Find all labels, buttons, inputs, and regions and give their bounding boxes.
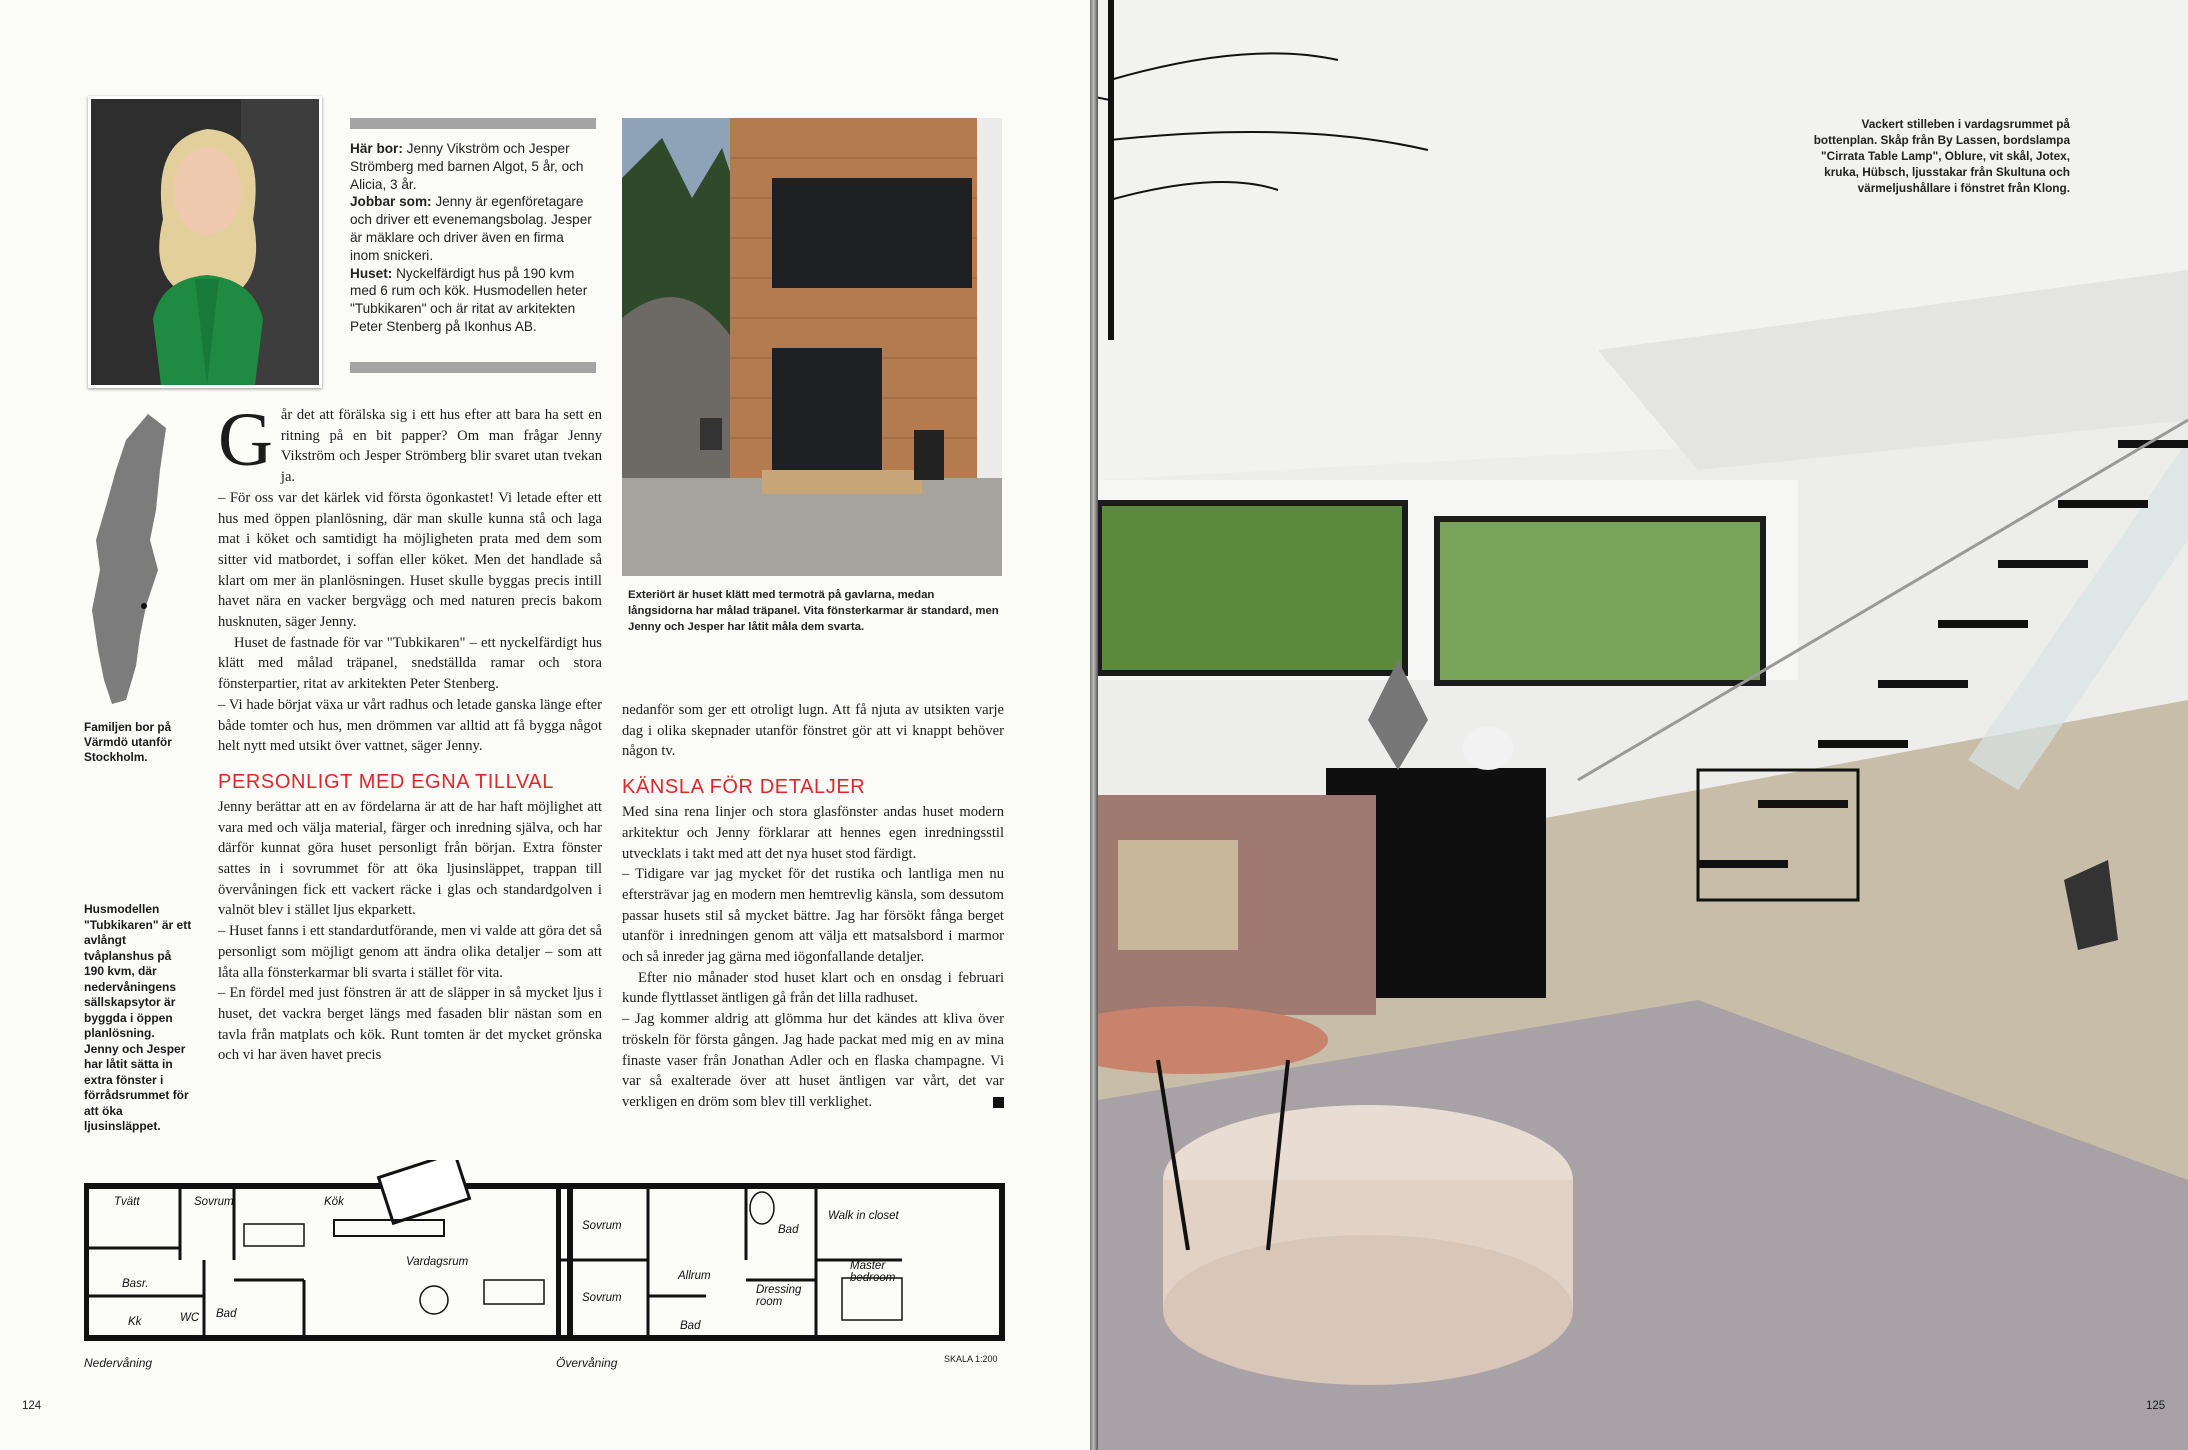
fact-label-bor: Här bor: [350,141,403,156]
article-paragraph: – Vi hade börjat växa ur vårt radhus och letade ganska länge efter både tomter och hus, men drömmen var alltid att få bygga något helt nytt med utsikt över vattnet, säger Jenny. [218,696,602,755]
fact-label-jobb: Jobbar som: [350,194,432,210]
fact-box [350,140,596,396]
article-paragraph: – En fördel med just fönstren är att de släpper in så mycket ljus i huset, det vackra berget längs med fasaden blir nästan som en tavla från matplats och kök. Runt tomten är det mycket grönska och vi har även havet precis [218,985,602,1064]
room-label: Bad [778,1224,799,1236]
fact-bar-top [350,118,596,129]
floorplan-ground [84,1160,574,1360]
room-label: Tvätt [114,1196,140,1208]
room-label: Allrum [678,1270,711,1282]
spine-gutter [1090,0,1098,1450]
article-paragraph: nedanför som ger ett otroligt lugn. Att få njuta av utsikten varje dag i olika skepnader utanför fönstret gör att vi knappt behöver någon tv. [622,702,1004,760]
article-paragraph: – För oss var det kärlek vid första ögonkastet! Vi letade efter ett hus med öppen planlösning, där man skulle kunna stå och laga mat i köket och samtidigt ha möjligheten prata med dem som sitter vid matbordet, i soffan eller köket. Men det handlade så klart om mer än planlösningen. Huset skulle byggas precis intill havet nära en vacker bergvägg och med naturen precis bakom husknuten, säger Jenny. [218,489,602,631]
article-intro: år det att förälska sig i ett hus efter att bara ha sett en ritning på en bit papper? Om man frågar Jenny Vikström och Jesper Strömberg blir svaret utan tvekan ja. [280,407,602,486]
article-paragraph: – Huset fanns i ett standardutförande, men vi valde att göra det så personligt som möjligt genom att ändra olika detaljer – som att låta alla fönsterkarmar bli svarta i stället för vita. [218,923,602,981]
floorplan-upper [556,1160,1006,1360]
article-paragraph: Huset de fastnade för var "Tubkikaren" – ett nyckelfärdigt hus klätt med målad träpanel, snedställda ramar och stora fönsterpartier, ritat av arkitekten Peter Stenberg. [218,634,602,693]
room-label: Sovrum [194,1196,234,1208]
house-photo-caption: Exteriört är huset klätt med termoträ på gavlarna, medan långsidorna har målad träpanel. Vita fönsterkarmar är standard, men Jenny och Jesper har låtit måla dem svarta. [628,589,999,633]
house-exterior-photo [622,118,1002,576]
section-heading: KÄNSLA FÖR DETALJER [622,776,866,799]
room-label: Dressing room [756,1284,802,1308]
fact-text-bor: Jenny Vikström och Jesper Strömberg med barnen Algot, 5 år, och Alicia, 3 år. [350,141,584,192]
fact-text-huset: Nyckelfärdigt hus på 190 kvm med 6 rum och kök. Husmodellen heter "Tubkikaren" och är ritat av arkitekten Peter Stenberg på Ikonhus AB. [350,265,588,334]
article-paragraph: Efter nio månader stod huset klart och en onsdag i februari kunde flyttlasset äntligen gå från det lilla radhuset. [622,969,1004,1007]
left-page [0,0,1090,1450]
fact-label-huset: Huset: [350,265,393,281]
scale-label: SKALA 1:200 [944,1354,998,1364]
sweden-map [86,410,176,710]
room-label: Sovrum [582,1220,622,1232]
page-number-right: 125 [2146,1400,2166,1412]
floorplan-upper-label: Övervåning [556,1356,618,1370]
room-label: Bad [216,1308,237,1320]
right-page [1098,0,2188,1450]
fact-bar-bottom [350,362,596,373]
end-mark [993,1097,1004,1108]
room-label: Vardagsrum [406,1256,469,1268]
photo-caption-right: Vackert stilleben i vardagsrummet på bottenplan. Skåp från By Lassen, bordslampa "Cirrata Table Lamp", Oblure, vit skål, Jotex, kruka, Hübsch, ljusstakar från Skultuna och värmeljushållare i fönstret från Klong. [1813,117,2070,195]
room-label: Master bedroom [850,1260,896,1284]
section-heading: PERSONLIGT MED EGNA TILLVAL [218,770,554,793]
article-paragraph: Med sina rena linjer och stora glasfönster andas huset modern arkitektur och Jenny förklarar att hennes egen inredningsstil utvecklats i takt med att det nya huset stod färdigt. [622,804,1004,862]
room-label: Walk in closet [828,1210,899,1222]
room-label: WC [180,1312,200,1324]
floorplan-ground-label: Nedervåning [84,1356,153,1370]
drop-cap: G [218,398,273,482]
room-label: Sovrum [582,1292,622,1304]
fact-text-jobb: Jenny är egenföretagare och driver ett evenemangsbolag. Jesper är mäklare och driver även en firma inom snickeri. [350,194,592,263]
article-column-2 [622,700,1004,1113]
article-paragraph: – Tidigare var jag mycket för det rustika och lantliga men nu eftersträvar jag en modern men hemtrevlig känsla, som dessutom passar husets stil så mycket bättre. Jag har försökt fånga berget utanför i inredningen genom att välja ett matsalsbord i marmor och så inreder jag gärna med iögonfallande detaljer. [622,866,1004,966]
article-paragraph: Jenny berättar att en av fördelarna är att de har haft möjlighet att vara med och välja material, färger och inredning själva, och har därför kunnat göra huset personligt från början. Extra fönster sattes in i sovrummet för att öka ljusinsläppet, trappan till övervåningen fick ett vackert räcke i glas och standardgolven i valnöt blev i stället ljus ekparkett. [218,798,602,919]
room-label: Kk [128,1316,142,1328]
room-label: Basr. [122,1278,149,1290]
room-label: Bad [680,1320,701,1332]
portrait-photo [88,96,322,388]
living-room-photo [1098,0,2188,1450]
room-label: Kök [324,1196,344,1208]
page-number-left: 124 [22,1400,42,1412]
side-caption: Husmodellen "Tubkikaren" är ett avlångt tvåplanshus på 190 kvm, där nedervåningens sällskapsytor är byggda i öppen planlösning. Jenny och Jesper har låtit sätta in extra fönster i förrådsrummet för att öka ljusinsläppet. [84,902,192,1133]
article-column-1 [218,398,602,1066]
map-caption: Familjen bor på Värmdö utanför Stockholm. [84,720,172,764]
article-paragraph: – Jag kommer aldrig att glömma hur det kändes att kliva över tröskeln för första gången. Jag hade packat med mig en av mina finaste vaser från Jonathan Adler och en flaska champagne. Vi var så exalterade över att huset äntligen var vårt, det var verkligen en dröm som blev till verklighet. [622,1011,1004,1110]
